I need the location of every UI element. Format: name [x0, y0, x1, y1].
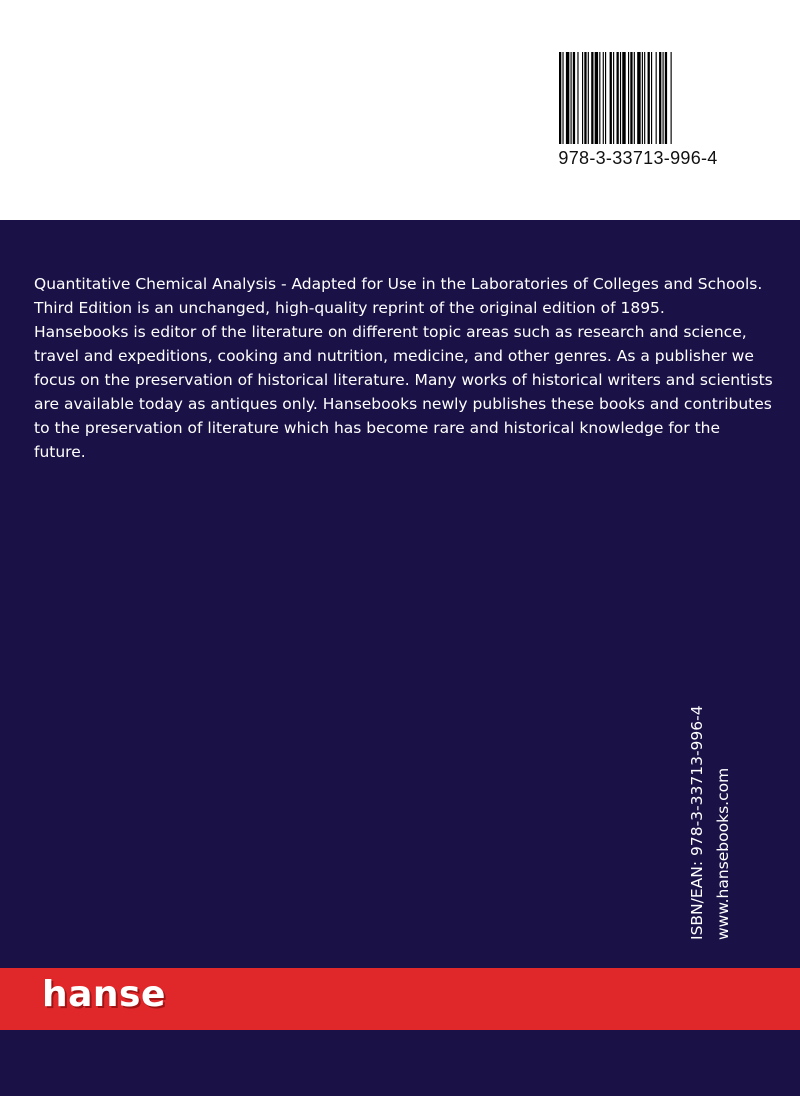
- blurb-text: [34, 272, 774, 464]
- barcode-bar: [648, 52, 650, 144]
- barcode-bars: [557, 52, 717, 144]
- barcode-bar: [617, 52, 619, 144]
- barcode-bar: [588, 52, 589, 144]
- isbn-label: ISBN/EAN: 978-3-33713-996-4: [688, 705, 706, 940]
- blurb-paragraph-publisher: Hansebooks is editor of the literature on different topic areas such as research and science, travel and expeditions, cooking and nutrition, medicine, and other genres. As a publisher we focus on the preservation of historical literature. Many works of historical writers and scientists are available today as antiques only. Hansebooks newly publishes these books and contributes to the preservation of literature which has become rare and historical knowledge for the future.: [34, 323, 773, 461]
- barcode-bar: [599, 52, 600, 144]
- blurb-paragraph-edition: Quantitative Chemical Analysis - Adapted for Use in the Laboratories of Colleges and Schools. Third Edition is an unchanged, high-quality reprint of the original edition of 1895.: [34, 275, 763, 317]
- barcode-bar: [637, 52, 640, 144]
- barcode-bar: [584, 52, 586, 144]
- barcode-bar: [663, 52, 664, 144]
- barcode: [553, 52, 723, 172]
- barcode-bar: [630, 52, 632, 144]
- barcode-bar: [595, 52, 598, 144]
- barcode-bar: [591, 52, 593, 144]
- barcode-bar: [665, 52, 667, 144]
- barcode-bar: [605, 52, 606, 144]
- barcode-bar: [644, 52, 645, 144]
- barcode-bar: [559, 52, 561, 144]
- bottom-strip: [0, 1030, 800, 1096]
- website-link: www.hansebooks.com: [714, 767, 732, 940]
- barcode-bar: [656, 52, 657, 144]
- barcode-bar: [562, 52, 563, 144]
- barcode-bar: [628, 52, 629, 144]
- hanse-logo: hanse: [42, 974, 166, 1015]
- barcode-bar: [571, 52, 572, 144]
- barcode-bar: [622, 52, 625, 144]
- barcode-bar: [610, 52, 612, 144]
- barcode-bar: [603, 52, 604, 144]
- barcode-bar: [651, 52, 652, 144]
- barcode-bar: [642, 52, 643, 144]
- barcode-bar: [671, 52, 672, 144]
- barcode-bar: [582, 52, 583, 144]
- barcode-bar: [566, 52, 569, 144]
- barcode-bar: [659, 52, 661, 144]
- barcode-number: 978-3-33713-996-4: [558, 148, 718, 168]
- barcode-bar: [573, 52, 575, 144]
- barcode-bar: [634, 52, 635, 144]
- barcode-bar: [577, 52, 578, 144]
- barcode-bar: [613, 52, 614, 144]
- barcode-bar: [620, 52, 621, 144]
- side-publisher-info: [684, 705, 736, 940]
